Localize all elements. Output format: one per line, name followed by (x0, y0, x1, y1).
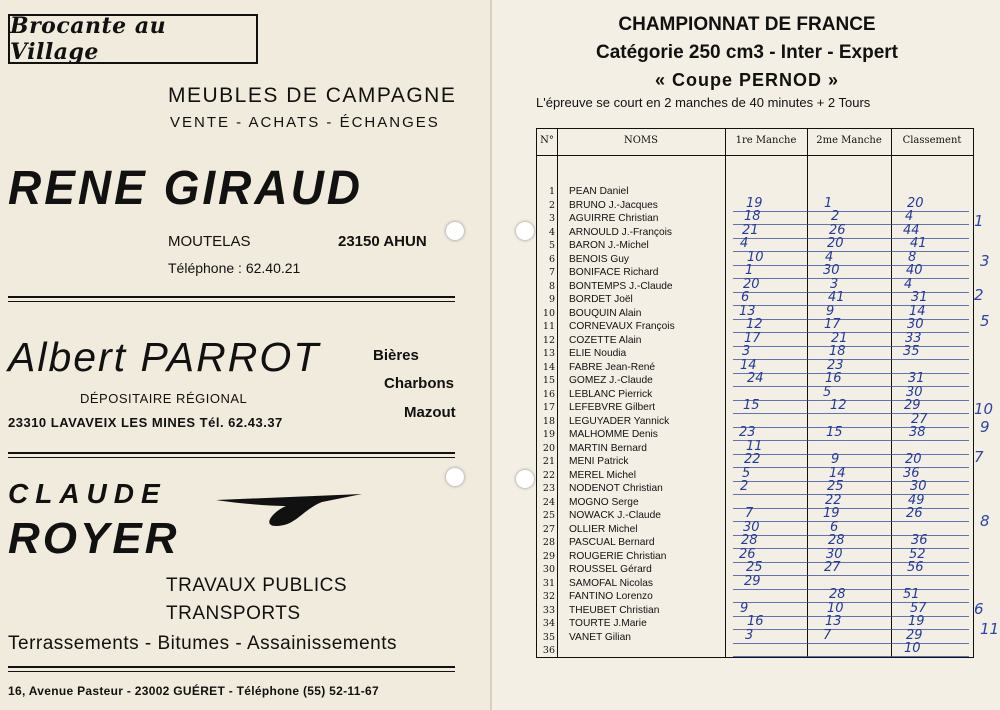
rider-name: PASCUAL Bernard (569, 537, 655, 548)
margin-note: 7 (974, 448, 984, 466)
classement-result: 36 (903, 465, 920, 481)
classement-result: 27 (911, 411, 928, 427)
manche-1-result: 20 (743, 276, 760, 292)
championship-title: CHAMPIONNAT DE FRANCE (618, 14, 876, 35)
header-manche-2: 2me Manche (816, 135, 882, 146)
manche-1-result: 23 (739, 425, 756, 440)
parrot-address: 23310 LAVAVEIX LES MINES Tél. 62.43.37 (8, 415, 283, 430)
classement-result: 4 (905, 209, 914, 224)
rider-number: 21 (542, 456, 555, 467)
manche-2-result: 20 (827, 236, 844, 251)
manche-1-result: 6 (741, 290, 750, 305)
rider-number: 2 (548, 199, 555, 211)
classement-result: 8 (908, 249, 917, 265)
rider-number: 33 (542, 604, 555, 616)
rider-name: PEAN Daniel (569, 186, 629, 197)
rider-name: AGUIRRE Christian (569, 213, 659, 224)
royer-address: 16, Avenue Pasteur - 23002 GUÉRET - Téléphone (55) 52-11-67 (8, 684, 379, 698)
classement-result: 30 (906, 384, 923, 400)
giraud-zip: 23150 AHUN (338, 233, 427, 250)
margin-note: 9 (980, 418, 990, 436)
coupe-title: « Coupe PERNOD » (654, 70, 840, 90)
manche-1-result: 18 (744, 209, 761, 224)
royer-surname: ROYER (8, 514, 180, 563)
rider-name: ELIE Noudia (569, 348, 627, 359)
rider-number: 25 (542, 510, 555, 521)
classement-result: 14 (909, 303, 926, 319)
margin-note: 11 (980, 620, 1000, 638)
manche-1-result: 14 (740, 357, 757, 373)
rider-number: 11 (542, 321, 555, 332)
rider-number: 28 (542, 537, 555, 548)
rider-number: 24 (542, 496, 555, 508)
manche-2-result: 23 (827, 357, 844, 373)
handwritten-underline (733, 656, 969, 657)
rider-number: 35 (542, 631, 555, 643)
rider-number: 6 (548, 253, 555, 265)
rider-name: CORNEVAUX François (569, 321, 675, 332)
classement-result: 52 (909, 546, 926, 562)
rider-name: NODENOT Christian (569, 483, 663, 494)
manche-1-result: 17 (744, 330, 761, 346)
rider-number: 12 (542, 334, 555, 346)
parrot-depositaire: DÉPOSITAIRE RÉGIONAL (80, 391, 248, 406)
royer-swoosh-logo (212, 476, 372, 536)
rider-number: 10 (542, 307, 555, 319)
manche-1-result: 9 (740, 600, 749, 616)
right-page-results (490, 0, 1000, 710)
rider-name: MALHOMME Denis (569, 429, 658, 440)
manche-2-result: 30 (823, 263, 840, 278)
manche-2-result: 21 (831, 330, 848, 346)
manche-2-result: 28 (829, 587, 846, 602)
manche-2-result: 18 (829, 344, 846, 359)
manche-2-result: 14 (829, 465, 846, 481)
manche-2-result: 6 (830, 519, 839, 535)
parrot-charbons: Charbons (384, 375, 455, 392)
manche-2-result: 12 (830, 398, 847, 413)
manche-2-result: 9 (831, 452, 840, 467)
manche-2-result: 4 (825, 249, 834, 265)
giraud-phone: Téléphone : 62.40.21 (168, 260, 301, 276)
manche-1-result: 16 (747, 614, 764, 629)
classement-result: 29 (906, 627, 923, 643)
manche-1-result: 26 (739, 546, 756, 562)
rider-number: 14 (542, 361, 555, 373)
rider-number: 30 (542, 564, 555, 575)
result-row (537, 465, 973, 483)
rider-number: 18 (542, 415, 555, 427)
classement-result: 35 (903, 344, 920, 359)
manche-1-result: 7 (745, 506, 754, 521)
rider-name: LEGUYADER Yannick (569, 415, 670, 427)
manche-2-result: 19 (823, 506, 840, 521)
margin-note: 8 (980, 512, 990, 530)
result-row (537, 641, 973, 658)
binding-hole (446, 222, 464, 240)
rider-name: SAMOFAL Nicolas (569, 577, 653, 589)
manche-1-result: 21 (742, 222, 759, 238)
manche-2-result: 7 (823, 627, 832, 643)
rider-name: LEBLANC Pierrick (569, 388, 653, 400)
rider-number: 7 (548, 267, 555, 278)
classement-result: 29 (904, 398, 921, 413)
manche-1-result: 11 (746, 438, 763, 454)
rider-number: 29 (542, 550, 555, 562)
rider-number: 17 (542, 402, 555, 413)
classement-result: 38 (909, 425, 926, 440)
manche-2-result: 16 (825, 371, 842, 386)
manche-1-result: 12 (746, 317, 763, 332)
rider-number: 31 (542, 577, 555, 589)
results-table (536, 128, 974, 658)
rider-name: VANET Gilian (569, 631, 631, 643)
manche-1-result: 28 (741, 533, 758, 548)
result-row (537, 587, 973, 604)
classement-result: 31 (908, 371, 925, 386)
manche-1-result: 24 (747, 371, 764, 386)
manche-2-result: 30 (826, 546, 843, 562)
royer-firstname: CLAUDE (8, 478, 167, 509)
rider-name: BORDET Joël (569, 294, 633, 305)
rider-name: NOWACK J.-Claude (569, 510, 661, 521)
classement-result: 26 (906, 506, 923, 521)
manche-2-result: 22 (825, 492, 842, 508)
header-classement: Classement (902, 135, 962, 146)
royer-transports: TRANSPORTS (166, 603, 301, 624)
rider-name: ROUSSEL Gérard (569, 564, 652, 575)
rider-number: 27 (542, 523, 555, 535)
rider-name: BONIFACE Richard (569, 267, 659, 278)
header-names: NOMS (623, 135, 659, 146)
royer-travaux: TRAVAUX PUBLICS (166, 575, 348, 596)
manche-1-result: 3 (745, 627, 754, 643)
giraud-locality: MOUTELAS (168, 233, 251, 250)
left-page-advertisements (0, 0, 490, 710)
rider-number: 16 (542, 388, 555, 400)
rider-name: BOUQUIN Alain (569, 307, 642, 319)
giraud-logo-text: RENE GIRAUD (8, 159, 364, 215)
category-title: Catégorie 250 cm3 - Inter - Expert (596, 42, 898, 63)
margin-note: 3 (980, 252, 990, 270)
rider-name: ROUGERIE Christian (569, 550, 667, 562)
vente-subheading: VENTE - ACHATS - ÉCHANGES (170, 114, 440, 131)
manche-2-result: 25 (827, 479, 844, 494)
classement-result: 36 (911, 533, 928, 548)
rider-number: 20 (542, 442, 555, 454)
parrot-bieres: Bières (373, 347, 419, 364)
classement-result: 10 (904, 641, 921, 656)
manche-1-result: 19 (746, 195, 763, 211)
rider-number: 3 (548, 213, 555, 224)
manche-2-result: 26 (829, 222, 846, 238)
manche-1-result: 25 (746, 560, 763, 575)
parrot-mazout: Mazout (404, 404, 456, 421)
manche-2-result: 27 (824, 560, 841, 575)
manche-2-result: 28 (828, 533, 845, 548)
rider-name: BONTEMPS J.-Claude (569, 280, 673, 292)
classement-result: 41 (910, 236, 927, 251)
classement-result: 30 (910, 479, 927, 494)
rider-name: ARNOULD J.-François (569, 226, 673, 238)
classement-result: 49 (908, 492, 925, 508)
margin-note: 10 (974, 400, 994, 418)
rider-name: MOGNO Serge (569, 496, 639, 508)
rider-name: TOURTE J.Marie (569, 618, 647, 629)
classement-result: 44 (903, 222, 920, 238)
manche-2-result: 17 (824, 317, 841, 332)
manche-2-result: 5 (823, 384, 832, 400)
manche-1-result: 30 (743, 519, 760, 535)
manche-2-result: 3 (830, 276, 839, 292)
binding-hole (446, 468, 464, 486)
rider-name: COZETTE Alain (569, 334, 642, 346)
rider-name: FABRE Jean-René (569, 361, 656, 373)
result-row (537, 398, 973, 415)
rider-number: 32 (542, 591, 555, 602)
margin-note: 6 (974, 600, 984, 618)
rider-number: 19 (542, 429, 555, 440)
manche-1-result: 2 (740, 479, 749, 494)
margin-note: 5 (980, 312, 990, 330)
result-row (537, 276, 973, 294)
classement-result: 33 (905, 330, 922, 346)
manche-1-result: 10 (747, 249, 764, 265)
manche-1-result: 15 (743, 398, 760, 413)
manche-2-result: 10 (827, 600, 844, 616)
classement-result: 20 (905, 452, 922, 467)
rider-name: LEFEBVRE Gilbert (569, 402, 656, 413)
rider-name: BRUNO J.-Jacques (569, 199, 658, 211)
manche-2-result: 15 (826, 425, 843, 440)
margin-note: 2 (974, 286, 984, 304)
classement-result: 4 (904, 276, 913, 292)
brocante-banner: Brocante au Village (8, 14, 258, 64)
rider-number: 36 (542, 645, 555, 656)
classement-result: 20 (907, 195, 924, 211)
rider-number: 15 (542, 375, 555, 386)
manche-1-result: 5 (742, 465, 751, 481)
meubles-heading: MEUBLES DE CAMPAGNE (168, 84, 457, 107)
rider-number: 5 (548, 240, 555, 251)
manche-2-result: 13 (825, 614, 842, 629)
rider-number: 1 (548, 186, 555, 197)
manche-1-result: 29 (744, 573, 761, 589)
header-manche-1: 1re Manche (735, 135, 797, 146)
rider-name: OLLIER Michel (569, 523, 638, 535)
rider-name: BENOIS Guy (569, 253, 630, 265)
manche-1-result: 3 (742, 344, 751, 359)
header-number: N° (540, 135, 554, 146)
race-description: L'épreuve se court en 2 manches de 40 minutes + 2 Tours (536, 95, 871, 110)
margin-note: 1 (974, 212, 984, 230)
rider-name: MENI Patrick (569, 456, 629, 467)
rider-number: 23 (542, 483, 555, 494)
divider-rule (8, 666, 455, 672)
classement-result: 19 (908, 614, 925, 629)
rider-number: 9 (548, 294, 555, 305)
rider-name: BARON J.-Michel (569, 240, 649, 251)
parrot-name: Albert PARROT (8, 334, 321, 380)
result-row (537, 222, 973, 240)
rider-name: THEUBET Christian (569, 604, 660, 616)
manche-1-result: 4 (740, 236, 749, 251)
rider-name: GOMEZ J.-Claude (569, 375, 653, 386)
manche-2-result: 41 (828, 290, 845, 305)
manche-1-result: 22 (744, 452, 761, 467)
rider-number: 22 (542, 469, 555, 481)
rider-name: FANTINO Lorenzo (569, 591, 653, 602)
rider-number: 4 (548, 226, 555, 238)
manche-1-result: 13 (739, 303, 756, 319)
rider-number: 34 (542, 618, 555, 629)
rider-name: MARTIN Bernard (569, 442, 647, 454)
classement-result: 31 (911, 290, 928, 305)
manche-1-result: 1 (745, 263, 754, 278)
manche-2-result: 2 (831, 209, 840, 224)
classement-result: 40 (906, 263, 923, 278)
classement-result: 56 (907, 560, 924, 575)
rider-number: 13 (542, 348, 555, 359)
divider-rule (8, 452, 455, 458)
classement-result: 57 (910, 600, 927, 616)
royer-services: Terrassements - Bitumes - Assainissements (8, 633, 398, 654)
header-rule (537, 155, 973, 156)
manche-2-result: 1 (824, 195, 833, 211)
classement-result: 51 (903, 587, 920, 602)
manche-2-result: 9 (826, 303, 835, 319)
rider-number: 8 (548, 280, 555, 292)
rider-name: MEREL Michel (569, 469, 636, 481)
classement-result: 30 (907, 317, 924, 332)
divider-rule (8, 296, 455, 302)
